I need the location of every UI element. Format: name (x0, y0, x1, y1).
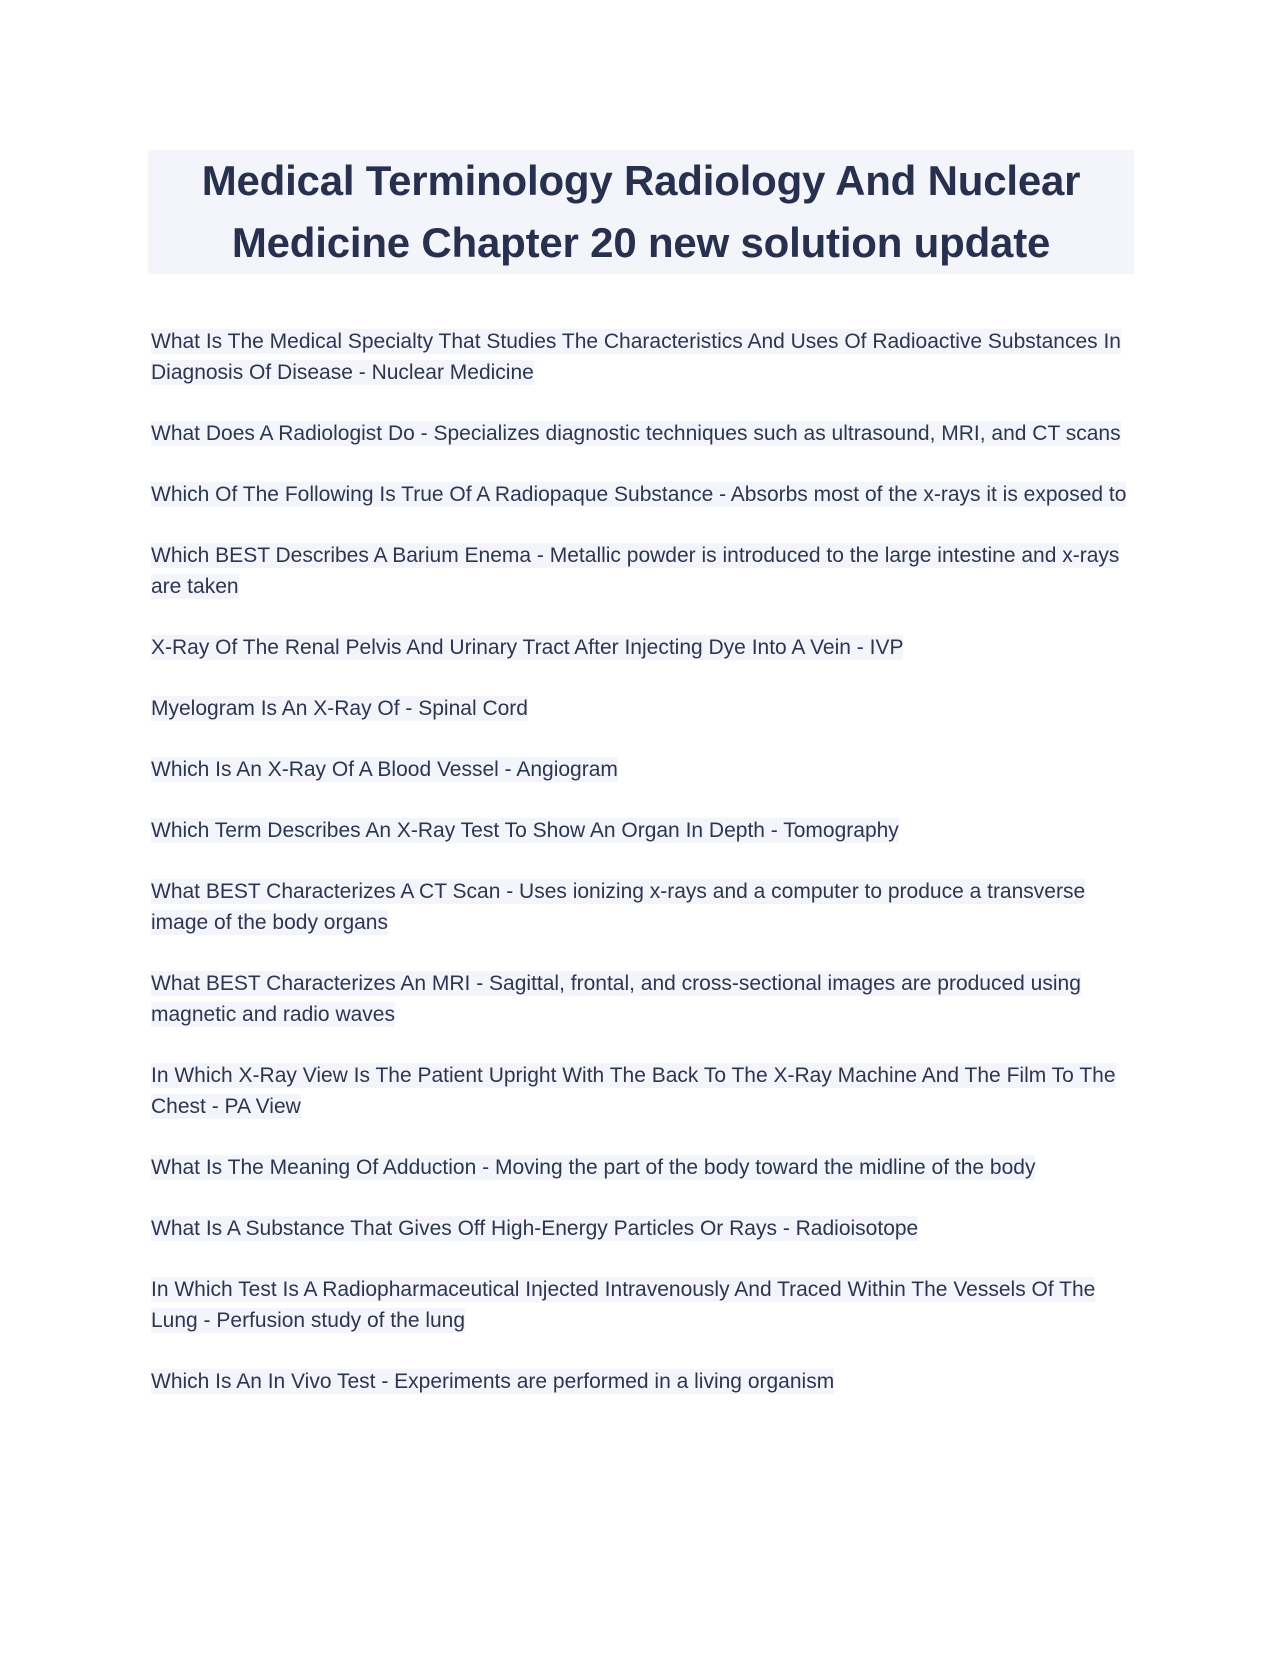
qa-item (151, 632, 1141, 663)
qa-item (151, 1366, 1141, 1397)
qa-item (151, 326, 1141, 388)
qa-text: What BEST Characterizes A CT Scan - Uses ionizing x-rays and a computer to produce a transverse image of the body organs (151, 880, 1086, 934)
qa-text: Myelogram Is An X-Ray Of - Spinal Cord (151, 697, 528, 720)
qa-text: Which BEST Describes A Barium Enema - Metallic powder is introduced to the large intestine and x-rays are taken (151, 544, 1120, 598)
qa-text: In Which X-Ray View Is The Patient Upright With The Back To The X-Ray Machine And The Film To The Chest - PA View (151, 1064, 1116, 1118)
qa-item (151, 968, 1141, 1030)
qa-item (151, 1060, 1141, 1122)
qa-item (151, 815, 1141, 846)
qa-text: Which Term Describes An X-Ray Test To Show An Organ In Depth - Tomography (151, 819, 899, 842)
qa-text: What Is The Meaning Of Adduction - Moving the part of the body toward the midline of the body (151, 1156, 1036, 1179)
qa-text: Which Of The Following Is True Of A Radiopaque Substance - Absorbs most of the x-rays it is exposed to (151, 483, 1127, 506)
qa-item (151, 540, 1141, 602)
document-title: Medical Terminology Radiology And Nuclear Medicine Chapter 20 new solution update (201, 157, 1081, 266)
qa-item (151, 1152, 1141, 1183)
qa-item (151, 479, 1141, 510)
title-banner (148, 150, 1134, 274)
qa-text: What BEST Characterizes An MRI - Sagittal, frontal, and cross-sectional images are produced using magnetic and radio waves (151, 972, 1081, 1026)
qa-text: What Is The Medical Specialty That Studies The Characteristics And Uses Of Radioactive Substances In Diagnosis Of Disease - Nuclear Medicine (151, 330, 1121, 384)
qa-text: What Is A Substance That Gives Off High-Energy Particles Or Rays - Radioisotope (151, 1217, 919, 1240)
qa-item (151, 754, 1141, 785)
qa-text: Which Is An In Vivo Test - Experiments are performed in a living organism (151, 1370, 835, 1393)
qa-text: What Does A Radiologist Do - Specializes diagnostic techniques such as ultrasound, MRI, and CT scans (151, 422, 1121, 445)
qa-list (151, 326, 1141, 1427)
qa-item (151, 693, 1141, 724)
qa-item (151, 418, 1141, 449)
qa-item (151, 876, 1141, 938)
qa-text: Which Is An X-Ray Of A Blood Vessel - Angiogram (151, 758, 618, 781)
qa-text: X-Ray Of The Renal Pelvis And Urinary Tract After Injecting Dye Into A Vein - IVP (151, 636, 904, 659)
qa-item (151, 1274, 1141, 1336)
qa-text: In Which Test Is A Radiopharmaceutical Injected Intravenously And Traced Within The Vessels Of The Lung - Perfusion study of the lung (151, 1278, 1096, 1332)
qa-item (151, 1213, 1141, 1244)
